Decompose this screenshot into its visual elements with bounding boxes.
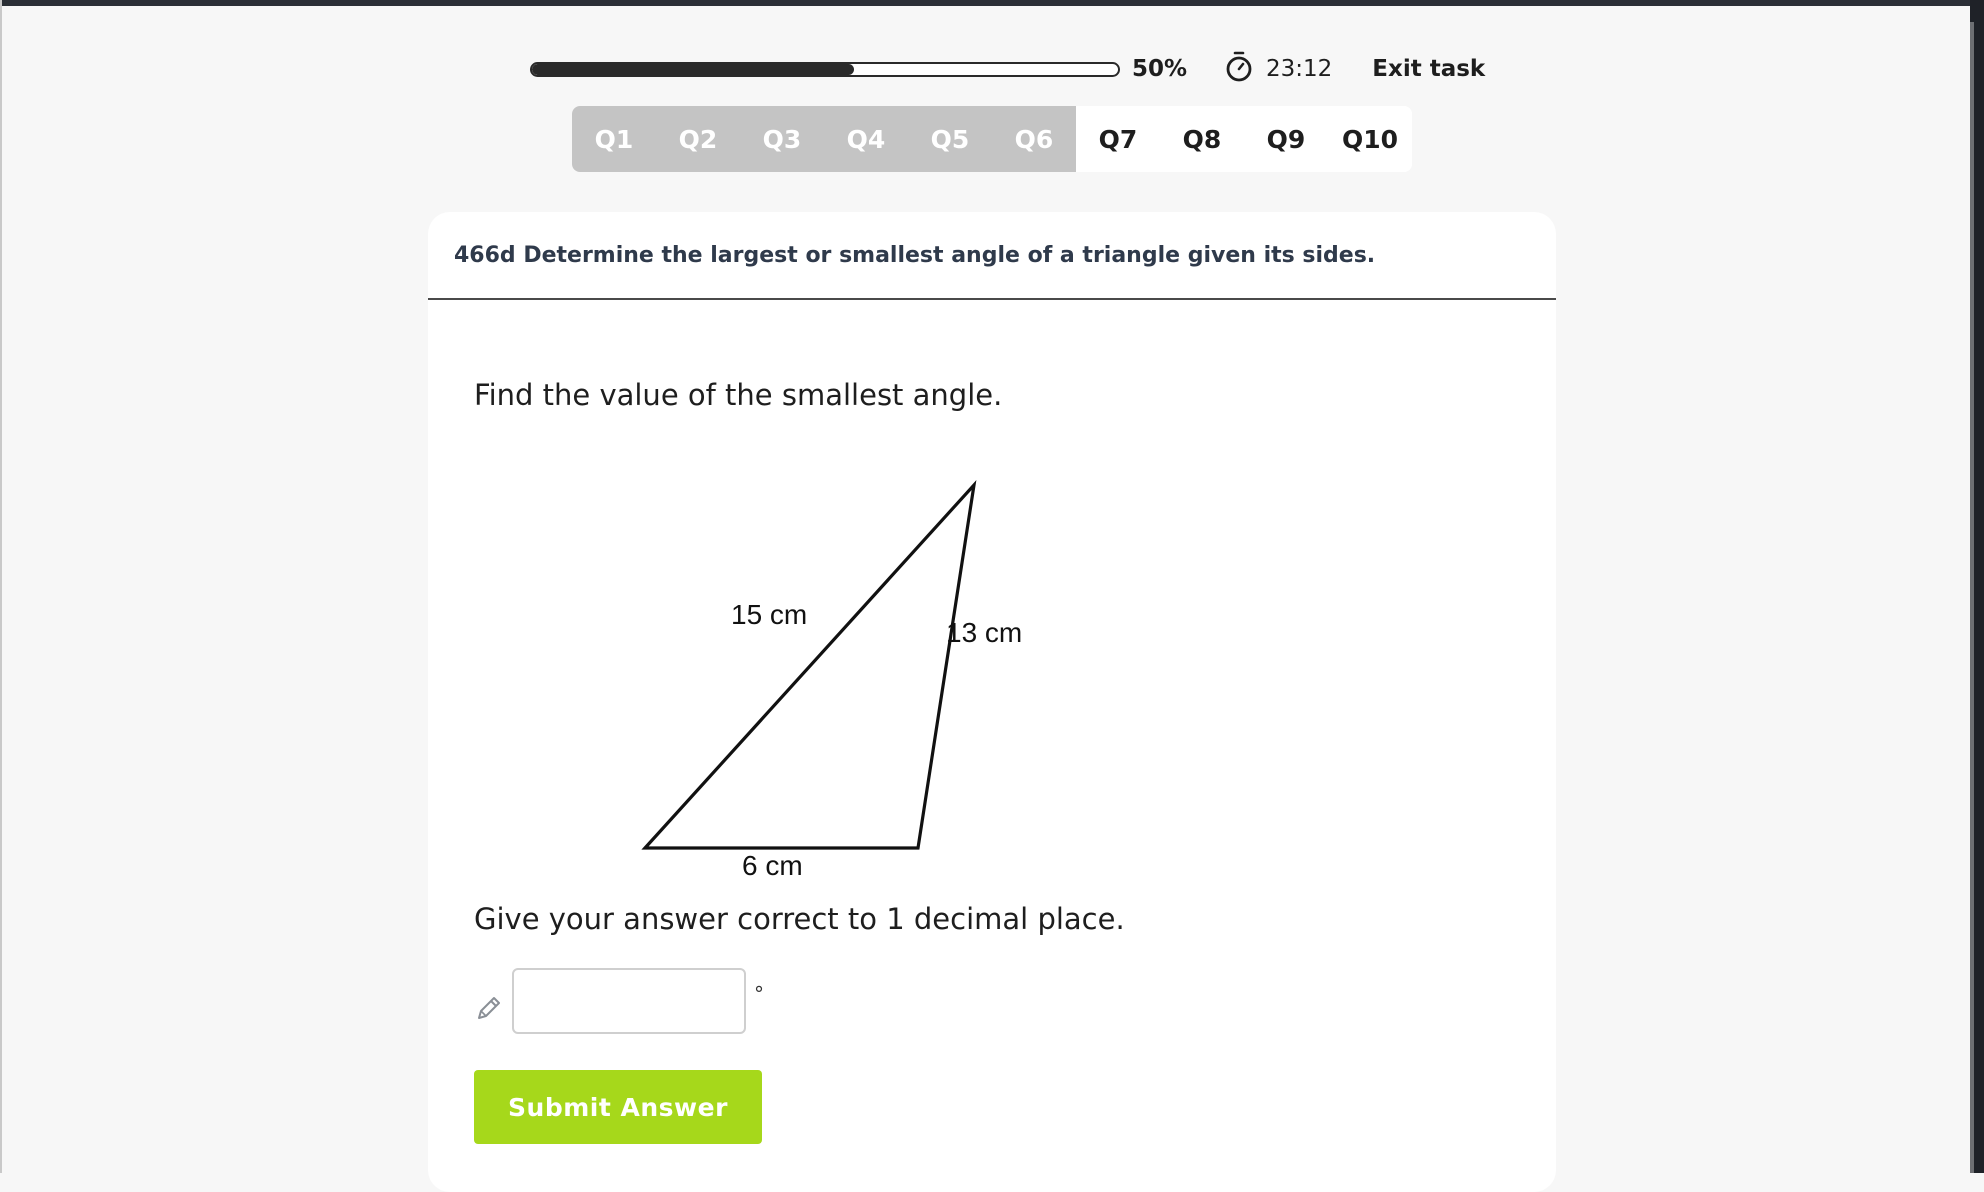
- triangle-svg: [628, 456, 1048, 876]
- degree-unit: °: [754, 982, 764, 1006]
- submit-answer-button[interactable]: Submit Answer: [474, 1070, 762, 1144]
- progress-bar-fill: [532, 64, 854, 75]
- triangle-diagram: [628, 456, 1048, 880]
- answer-input[interactable]: [512, 968, 746, 1034]
- stopwatch-icon: [1224, 50, 1254, 88]
- side-label-bottom: 6 cm: [742, 850, 803, 876]
- question-tab-q10[interactable]: Q10: [1328, 106, 1412, 172]
- skill-title: 466d Determine the largest or smallest angle of a triangle given its sides.: [454, 242, 1376, 268]
- pencil-icon: [472, 991, 506, 1025]
- question-tab-q7[interactable]: Q7: [1076, 106, 1160, 172]
- side-label-right: 13 cm: [946, 617, 1023, 648]
- answer-row: [472, 968, 764, 1034]
- question-tab-q4[interactable]: Q4: [824, 106, 908, 172]
- question-tabs: [572, 106, 1412, 172]
- timer-value: 23:12: [1266, 56, 1333, 82]
- question-prompt: Find the value of the smallest angle.: [474, 378, 1003, 412]
- window-left-edge: [0, 0, 2, 1173]
- window-scrollbar[interactable]: [1970, 0, 1984, 1173]
- progress-bar: [530, 62, 1120, 77]
- triangle: [645, 485, 974, 848]
- side-label-left: 15 cm: [731, 599, 808, 630]
- question-tab-q2[interactable]: Q2: [656, 106, 740, 172]
- question-tab-q8[interactable]: Q8: [1160, 106, 1244, 172]
- window-top-edge: [0, 0, 1984, 6]
- progress-row: [530, 52, 1485, 86]
- question-tab-q6[interactable]: Q6: [992, 106, 1076, 172]
- exit-task-link[interactable]: Exit task: [1372, 56, 1486, 82]
- timer: [1224, 50, 1332, 88]
- question-tab-q5[interactable]: Q5: [908, 106, 992, 172]
- answer-instruction: Give your answer correct to 1 decimal place.: [474, 902, 1125, 936]
- question-tab-q1[interactable]: Q1: [572, 106, 656, 172]
- progress-percent: 50%: [1132, 56, 1188, 82]
- question-tab-q9[interactable]: Q9: [1244, 106, 1328, 172]
- card-header: [428, 212, 1556, 300]
- question-tab-q3[interactable]: Q3: [740, 106, 824, 172]
- question-card: [428, 212, 1556, 1192]
